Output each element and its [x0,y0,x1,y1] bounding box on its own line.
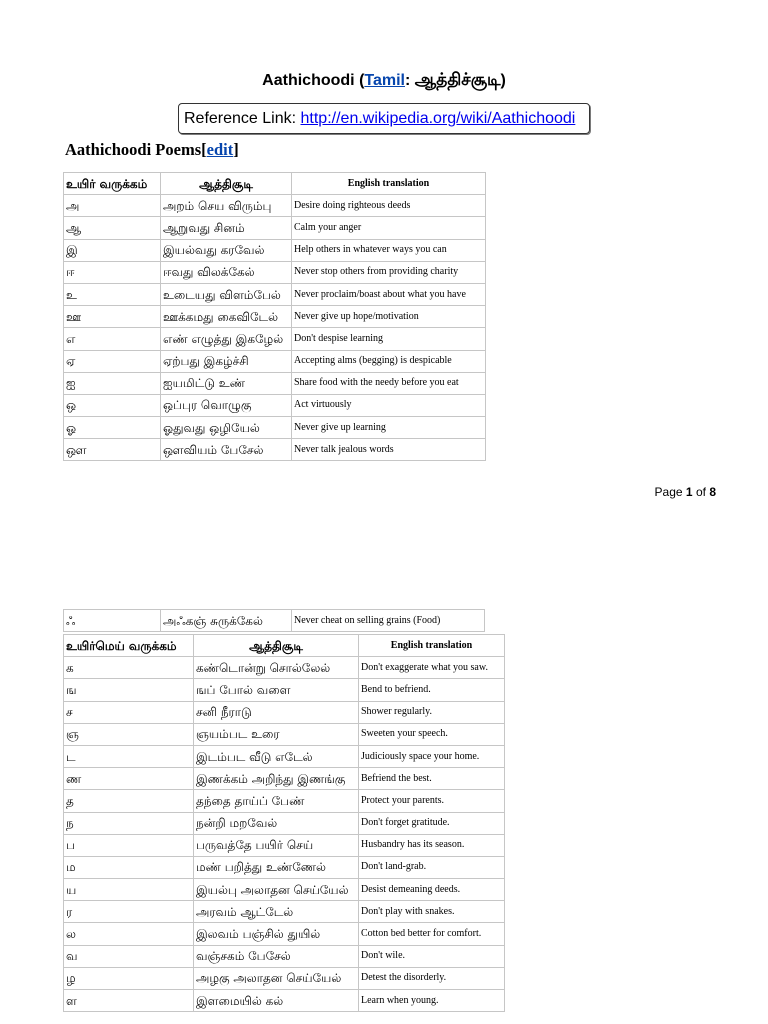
table-row [64,217,486,239]
verse-cell: ஐயமிட்டு உண் [161,372,292,394]
letter-cell: ர [64,901,194,923]
letter-cell: ஊ [64,306,161,328]
translation-cell: Husbandry has its season. [359,834,505,856]
table-row [64,350,486,372]
uyirmei-table-body [64,657,505,1012]
of-label: of [695,485,706,499]
table-row [64,923,505,945]
letter-cell: ழ [64,967,194,989]
title-colon: : [405,72,411,89]
title-open-paren: ( [359,72,365,89]
letter-cell: ம [64,856,194,878]
translation-cell: Calm your anger [292,217,486,239]
total-pages-number: 8 [709,485,716,499]
table-row [64,723,505,745]
section-heading [65,140,239,160]
table-row [64,394,486,416]
table-row [64,657,505,679]
title-text: Aathichoodi [262,72,355,89]
translation-cell: Don't forget gratitude. [359,812,505,834]
verse-cell: ஏற்பது இகழ்ச்சி [161,350,292,372]
aytham-row-table [63,609,485,632]
letter-cell: இ [64,239,161,261]
uyir-vowels-table [63,172,486,461]
letter-cell: ஒ [64,394,161,416]
table-row [64,967,505,989]
translation-cell: Detest the disorderly. [359,967,505,989]
letter-cell: ல [64,923,194,945]
translation-cell: Learn when young. [359,990,505,1012]
reference-link-box [178,103,590,134]
section-close-bracket: ] [233,140,239,159]
table-row [64,745,505,767]
document-title [0,69,768,92]
verse-cell: மண் பறித்து உண்ணேல் [194,856,359,878]
tamil-language-link[interactable]: Tamil [364,72,405,89]
header-verse: ஆத்திசூடி [161,173,292,195]
table-row [64,328,486,350]
letter-cell: ண [64,768,194,790]
uyirmei-consonants-table [63,634,505,1012]
letter-cell: க [64,657,194,679]
verse-cell: இடம்பட வீடு எடேல் [194,745,359,767]
verse-cell: ஆறுவது சினம் [161,217,292,239]
translation-cell: Never give up learning [292,417,486,439]
letter-cell: ஏ [64,350,161,372]
letter-cell: ஞ [64,723,194,745]
translation-cell: Protect your parents. [359,790,505,812]
verse-cell: அரவம் ஆட்டேல் [194,901,359,923]
translation-cell: Never stop others from providing charity [292,261,486,283]
section-open-bracket: [ [201,140,207,159]
table-row [64,195,486,217]
table-row [64,856,505,878]
translation-cell: Bend to befriend. [359,679,505,701]
page-label: Page [654,485,683,499]
edit-link[interactable]: edit [206,140,234,159]
current-page-number: 1 [685,485,693,499]
table-row [64,701,505,723]
table-row [64,372,486,394]
table-row [64,990,505,1012]
letter-cell: த [64,790,194,812]
table-row [64,261,486,283]
verse-cell: கண்டொன்று சொல்லேல் [194,657,359,679]
translation-cell: Act virtuously [292,394,486,416]
reference-label: Reference Link: [184,110,297,127]
section-title: Aathichoodi Poems [65,140,202,159]
verse-cell: தந்தை தாய்ப் பேண் [194,790,359,812]
uyir-table-body [64,195,486,461]
translation-cell: Sweeten your speech. [359,723,505,745]
translation-cell: Never give up hope/motivation [292,306,486,328]
verse-cell: நன்றி மறவேல் [194,812,359,834]
verse-cell: பருவத்தே பயிர் செய் [194,834,359,856]
verse-cell: இளமையில் கல் [194,990,359,1012]
verse-cell: இணக்கம் அறிந்து இணங்கு [194,768,359,790]
table-row [64,306,486,328]
table-header-row [64,635,505,657]
table-row [64,768,505,790]
verse-cell: உடையது விளம்பேல் [161,283,292,305]
table-row [64,812,505,834]
title-tamil-name: ஆத்திச்சூடி [414,70,501,90]
verse-cell: வஞ்சகம் பேசேல் [194,945,359,967]
translation-cell: Desire doing righteous deeds [292,195,486,217]
verse-cell: ஔவியம் பேசேல் [161,439,292,461]
translation-cell: Shower regularly. [359,701,505,723]
table-row [64,879,505,901]
letter-cell: ஈ [64,261,161,283]
verse-cell: இயல்வது கரவேல் [161,239,292,261]
letter-cell: ஐ [64,372,161,394]
verse-cell: ஓதுவது ஒழியேல் [161,417,292,439]
table-row [64,679,505,701]
table-row [64,283,486,305]
table-row [64,610,485,632]
translation-cell: Don't despise learning [292,328,486,350]
translation-cell: Cotton bed better for comfort. [359,923,505,945]
page-indicator [655,485,716,499]
verse-cell: இலவம் பஞ்சில் துயில் [194,923,359,945]
translation-cell: Don't exaggerate what you saw. [359,657,505,679]
letter-cell: ஆ [64,217,161,239]
translation-cell: Never proclaim/boast about what you have [292,283,486,305]
translation-cell: Don't land-grab. [359,856,505,878]
verse-cell: எண் எழுத்து இகழேல் [161,328,292,350]
letter-cell: ஃ [64,610,161,632]
header-verse: ஆத்திசூடி [194,635,359,657]
letter-cell: ஓ [64,417,161,439]
table-row [64,834,505,856]
table-row [64,439,486,461]
verse-cell: அறம் செய விரும்பு [161,195,292,217]
letter-cell: ங [64,679,194,701]
letter-cell: ஔ [64,439,161,461]
verse-cell: ஈவது விலக்கேல் [161,261,292,283]
reference-url-link[interactable]: http://en.wikipedia.org/wiki/Aathichoodi [300,110,576,127]
verse-cell: ஙப் போல் வளை [194,679,359,701]
header-letter: உயிர் வருக்கம் [64,173,161,195]
letter-cell: ப [64,834,194,856]
letter-cell: உ [64,283,161,305]
verse-cell: இயல்பு அலாதன செய்யேல் [194,879,359,901]
translation-cell: Share food with the needy before you eat [292,372,486,394]
table-row [64,901,505,923]
verse-cell: ஞயம்பட உரை [194,723,359,745]
table-row [64,417,486,439]
translation-cell: Befriend the best. [359,768,505,790]
table-row [64,239,486,261]
translation-cell: Judiciously space your home. [359,745,505,767]
verse-cell: ஊக்கமது கைவிடேல் [161,306,292,328]
translation-cell: Don't wile. [359,945,505,967]
letter-cell: ய [64,879,194,901]
translation-cell: Never cheat on selling grains (Food) [292,610,485,632]
verse-cell: அழகு அலாதன செய்யேல் [194,967,359,989]
translation-cell: Help others in whatever ways you can [292,239,486,261]
header-translation: English translation [359,635,505,657]
letter-cell: ட [64,745,194,767]
verse-cell: அஃகஞ் சுருக்கேல் [161,610,292,632]
letter-cell: ந [64,812,194,834]
translation-cell: Desist demeaning deeds. [359,879,505,901]
letter-cell: ள [64,990,194,1012]
verse-cell: சனி நீராடு [194,701,359,723]
table-row [64,945,505,967]
table-header-row [64,173,486,195]
verse-cell: ஒப்புர வொழுகு [161,394,292,416]
header-translation: English translation [292,173,486,195]
table-row [64,790,505,812]
translation-cell: Accepting alms (begging) is despicable [292,350,486,372]
translation-cell: Never talk jealous words [292,439,486,461]
letter-cell: ச [64,701,194,723]
letter-cell: எ [64,328,161,350]
letter-cell: அ [64,195,161,217]
letter-cell: வ [64,945,194,967]
translation-cell: Don't play with snakes. [359,901,505,923]
header-letter: உயிர்மெய் வருக்கம் [64,635,194,657]
title-close-paren: ) [500,72,506,89]
